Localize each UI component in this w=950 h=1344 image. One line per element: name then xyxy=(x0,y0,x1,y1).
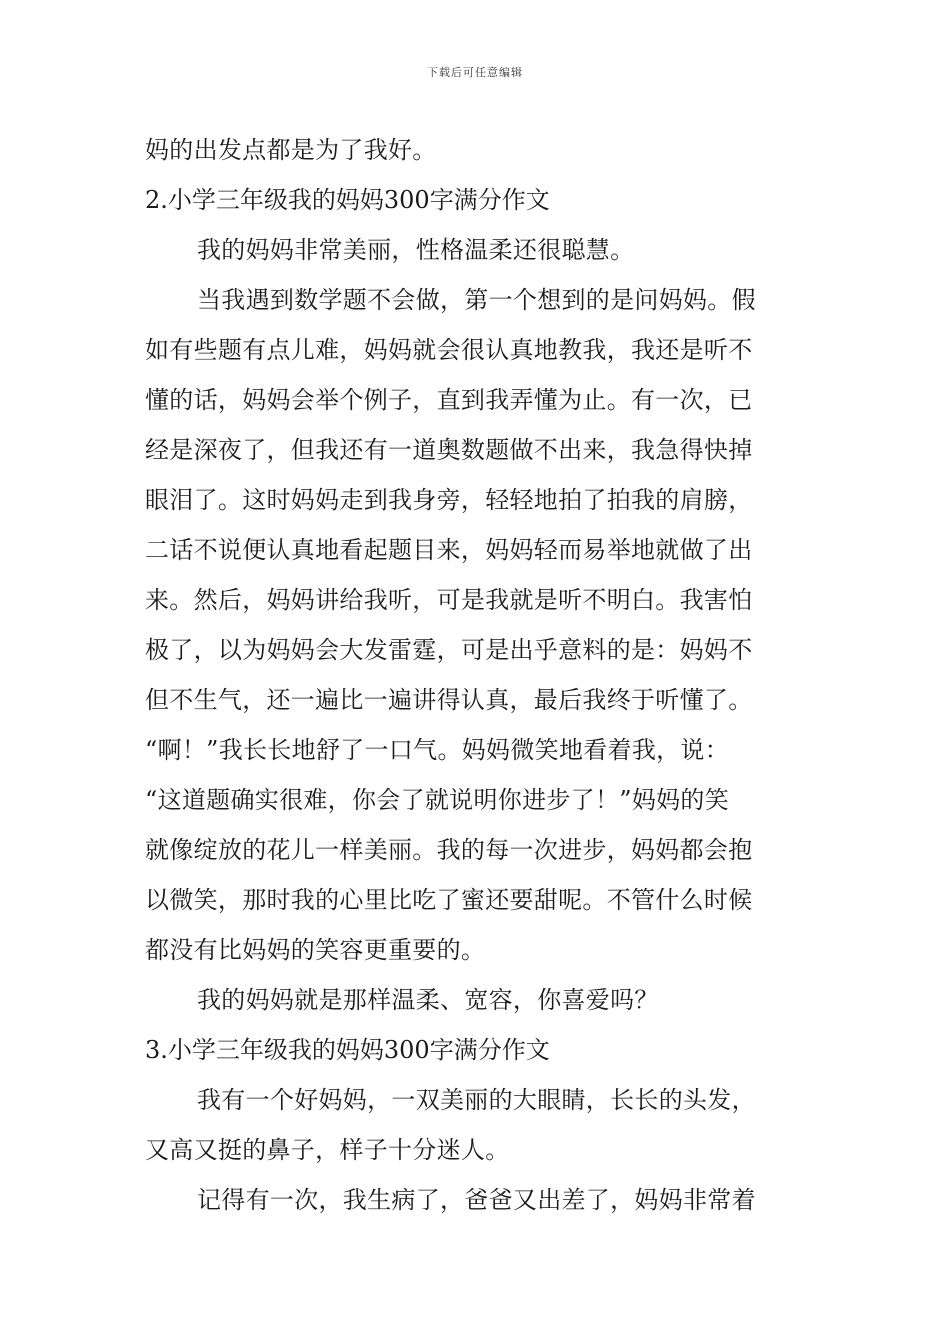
text-line: “这道题确实很难，你会了就说明你进步了！”妈妈的笑 xyxy=(145,786,730,814)
text-line: “啊！”我长长地舒了一口气。妈妈微笑地看着我，说： xyxy=(145,736,730,764)
section-heading: 3.小学三年级我的妈妈300字满分作文 xyxy=(145,1036,550,1064)
text-line: 经是深夜了，但我还有一道奥数题做不出来，我急得快掉 xyxy=(145,436,753,464)
section-heading: 2.小学三年级我的妈妈300字满分作文 xyxy=(145,186,550,214)
text-line: 又高又挺的鼻子，样子十分迷人。 xyxy=(145,1136,510,1164)
page-header: 下载后可任意编辑 xyxy=(427,66,523,79)
text-line: 以微笑，那时我的心里比吃了蜜还要甜呢。不管什么时候 xyxy=(145,886,753,914)
text-line: 懂的话，妈妈会举个例子，直到我弄懂为止。有一次，已 xyxy=(145,386,753,414)
document-body xyxy=(145,125,815,1225)
text-line: 如有些题有点儿难，妈妈就会很认真地教我，我还是听不 xyxy=(145,336,753,364)
text-line: 当我遇到数学题不会做，第一个想到的是问妈妈。假 xyxy=(197,286,756,314)
text-line: 但不生气，还一遍比一遍讲得认真，最后我终于听懂了。 xyxy=(145,686,753,714)
text-line: 来。然后，妈妈讲给我听，可是我就是听不明白。我害怕 xyxy=(145,586,753,614)
text-line: 极了，以为妈妈会大发雷霆，可是出乎意料的是：妈妈不 xyxy=(145,636,753,664)
text-line: 我的妈妈非常美丽，性格温柔还很聪慧。 xyxy=(197,236,635,264)
text-line: 都没有比妈妈的笑容更重要的。 xyxy=(145,936,486,964)
text-line: 记得有一次，我生病了，爸爸又出差了，妈妈非常着 xyxy=(197,1186,756,1214)
text-line: 我有一个好妈妈，一双美丽的大眼睛，长长的头发， xyxy=(197,1086,756,1114)
text-line: 妈的出发点都是为了我好。 xyxy=(145,136,437,164)
text-line: 眼泪了。这时妈妈走到我身旁，轻轻地拍了拍我的肩膀， xyxy=(145,486,753,514)
text-line: 我的妈妈就是那样温柔、宽容，你喜爱吗？ xyxy=(197,986,659,1014)
text-line: 就像绽放的花儿一样美丽。我的每一次进步，妈妈都会抱 xyxy=(145,836,753,864)
text-line: 二话不说便认真地看起题目来，妈妈轻而易举地就做了出 xyxy=(145,536,753,564)
